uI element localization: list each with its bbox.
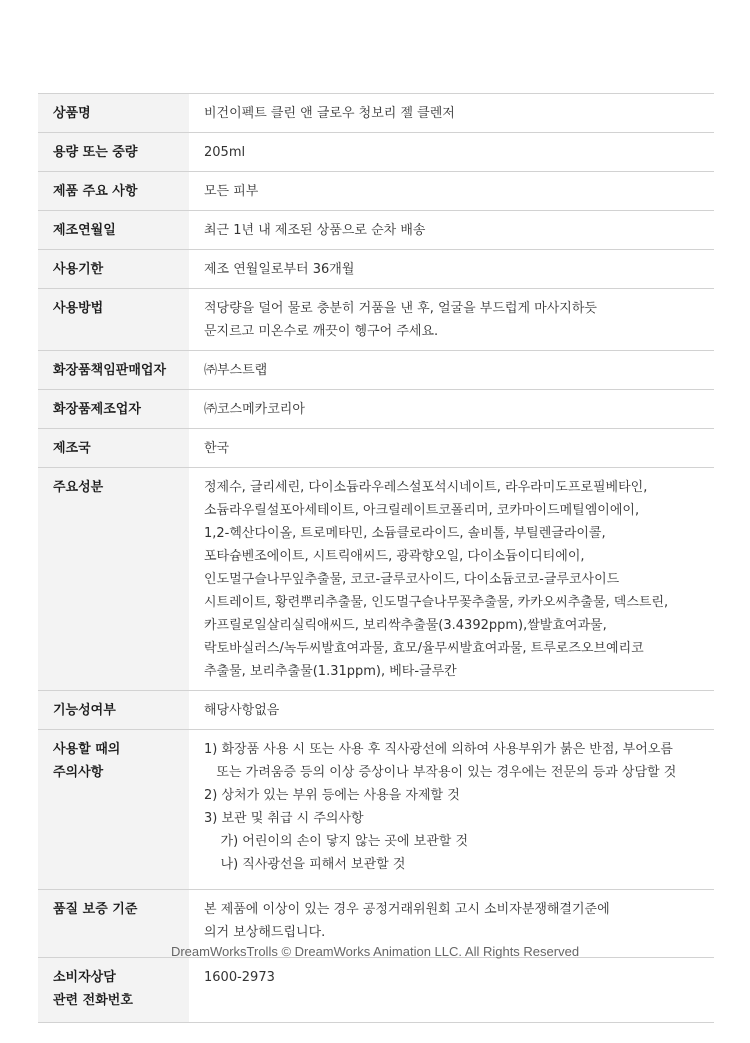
spec-value-line: 인도멀구슬나무잎추출물, 코코-글루코사이드, 다이소듐코코-글루코사이드 [204, 572, 620, 587]
spec-label: 기능성여부 [38, 691, 189, 729]
spec-value-line: 1) 화장품 사용 시 또는 사용 후 직사광선에 의하여 사용부위가 붉은 반점, 부어오름 [204, 742, 673, 757]
spec-label: 용량 또는 중량 [38, 133, 189, 171]
spec-value [189, 429, 714, 467]
spec-label: 품질 보증 기준 [38, 890, 189, 957]
spec-value-line: 정제수, 글리세린, 다이소듐라우레스설포석시네이트, 라우라미도프로필베타인, [204, 480, 648, 495]
spec-value-line: 락토바실러스/녹두씨발효여과물, 효모/율무씨발효여과물, 트루로즈오브예리코 [204, 641, 644, 656]
spec-value-line: 시트레이트, 황련뿌리추출물, 인도멀구슬나무꽃추출물, 카카오씨추출물, 덱스트린, [204, 595, 669, 610]
spec-value-line: 추출물, 보리추출물(1.31ppm), 베타-글루칸 [204, 664, 457, 679]
spec-value [189, 390, 714, 428]
spec-label: 사용할 때의 주의사항 [38, 730, 189, 889]
spec-value-line: 포타슘벤조에이트, 시트릭애씨드, 광곽향오일, 다이소듐이디티에이, [204, 549, 585, 564]
spec-value [189, 351, 714, 389]
spec-row [38, 211, 714, 250]
spec-value-line: 1,2-헥산다이올, 트로메타민, 소듐클로라이드, 솔비톨, 부틸렌글라이콜, [204, 526, 606, 541]
spec-value-line: 의거 보상해드립니다. [204, 925, 326, 940]
spec-label: 제품 주요 사항 [38, 172, 189, 210]
spec-row [38, 250, 714, 289]
spec-value-line: 한국 [204, 441, 230, 456]
spec-label: 화장품책임판매업자 [38, 351, 189, 389]
spec-label: 화장품제조업자 [38, 390, 189, 428]
spec-value [189, 468, 714, 690]
spec-value-line: ㈜부스트랩 [204, 363, 268, 378]
spec-row [38, 133, 714, 172]
spec-value-line: 나) 직사광선을 피해서 보관할 것 [204, 857, 406, 872]
spec-value-line: 적당량을 덜어 물로 충분히 거품을 낸 후, 얼굴을 부드럽게 마사지하듯 [204, 301, 597, 316]
spec-value [189, 211, 714, 249]
copyright-footer: DreamWorksTrolls © DreamWorks Animation LLC. All Rights Reserved [170, 944, 580, 959]
spec-value-line: 2) 상처가 있는 부위 등에는 사용을 자제할 것 [204, 788, 460, 803]
spec-value-line: 제조 연월일로부터 36개월 [204, 262, 355, 277]
spec-value-line: 모든 피부 [204, 184, 259, 199]
spec-value-line: 최근 1년 내 제조된 상품으로 순차 배송 [204, 223, 426, 238]
spec-label: 사용기한 [38, 250, 189, 288]
spec-row [38, 429, 714, 468]
spec-value-line: 카프릴로일살리실릭애씨드, 보리싹추출물(3.4392ppm),쌀발효여과물, [204, 618, 607, 633]
spec-value [189, 730, 714, 889]
spec-value [189, 250, 714, 288]
spec-value-line: 소듐라우릴설포아세테이트, 아크릴레이트코폴리머, 코카마이드메틸엠이에이, [204, 503, 640, 518]
spec-row [38, 468, 714, 691]
spec-value [189, 691, 714, 729]
spec-value-line: ㈜코스메카코리아 [204, 402, 305, 417]
spec-row [38, 172, 714, 211]
spec-label: 주요성분 [38, 468, 189, 690]
spec-value-line: 본 제품에 이상이 있는 경우 공정거래위원회 고시 소비자분쟁해결기준에 [204, 902, 610, 917]
spec-value [189, 958, 714, 1022]
spec-value [189, 172, 714, 210]
spec-value [189, 289, 714, 350]
spec-value-line: 해당사항없음 [204, 703, 280, 718]
spec-value-line: 문지르고 미온수로 깨끗이 헹구어 주세요. [204, 324, 439, 339]
spec-row [38, 730, 714, 890]
spec-label: 제조연월일 [38, 211, 189, 249]
spec-row [38, 351, 714, 390]
spec-label: 소비자상담 관련 전화번호 [38, 958, 189, 1022]
spec-value-line: 1600-2973 [204, 970, 275, 985]
spec-value-line: 또는 가려움증 등의 이상 증상이나 부작용이 있는 경우에는 전문의 등과 상담할 것 [204, 765, 677, 780]
spec-value-line: 205ml [204, 145, 246, 160]
spec-row [38, 289, 714, 351]
spec-label: 사용방법 [38, 289, 189, 350]
spec-label: 상품명 [38, 94, 189, 132]
spec-row [38, 94, 714, 133]
spec-label: 제조국 [38, 429, 189, 467]
spec-row [38, 958, 714, 1023]
spec-row [38, 691, 714, 730]
spec-row [38, 390, 714, 429]
spec-value-line: 3) 보관 및 취급 시 주의사항 [204, 811, 364, 826]
spec-value-line: 비건이펙트 클린 앤 글로우 청보리 젤 클렌저 [204, 106, 455, 121]
spec-value-line: 가) 어린이의 손이 닿지 않는 곳에 보관할 것 [204, 834, 469, 849]
spec-value [189, 133, 714, 171]
product-spec-table [38, 93, 714, 1023]
spec-value [189, 94, 714, 132]
